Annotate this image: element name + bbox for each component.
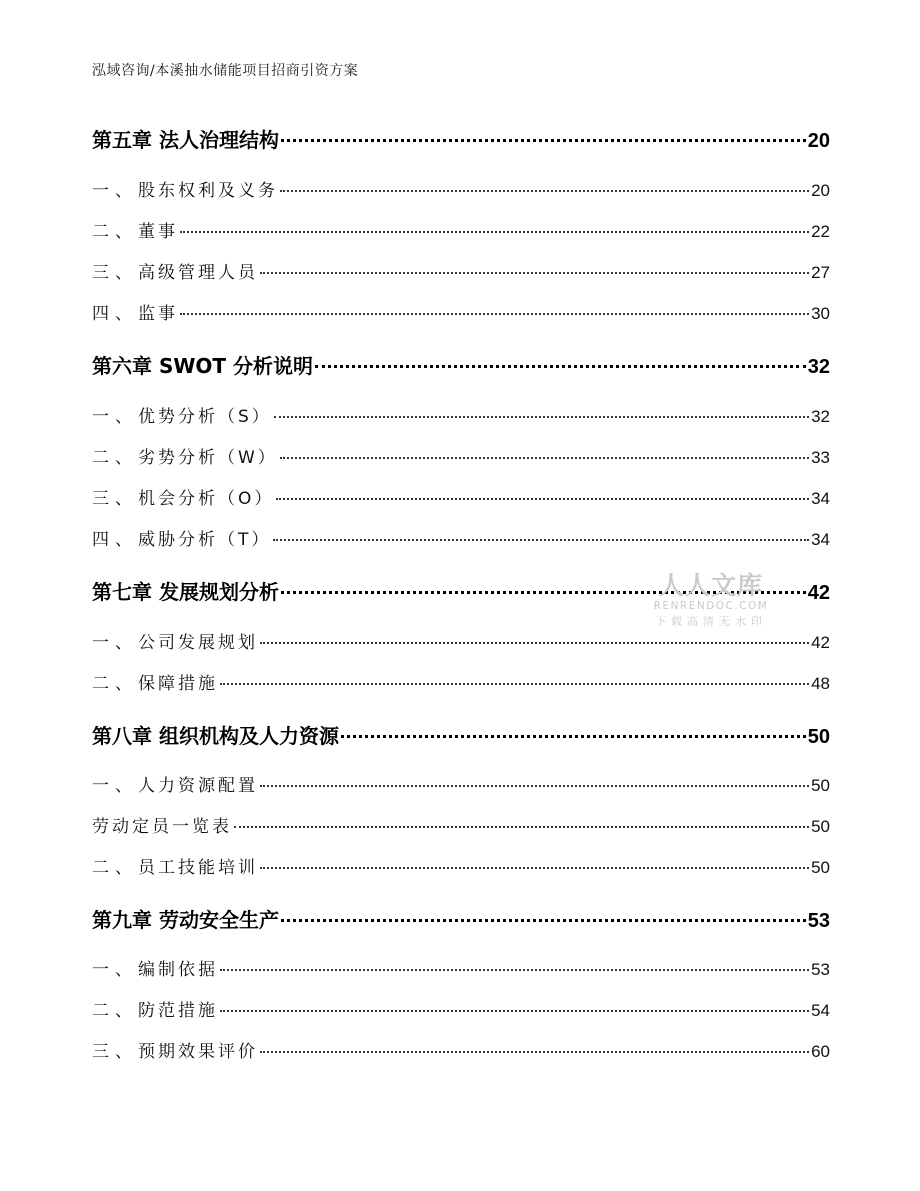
toc-section-entry[interactable] [92,484,830,509]
toc-section-entry[interactable] [92,1037,830,1062]
toc-entry-text: 股东权利及义务 [138,181,278,201]
toc-entry-number: 二、 [92,1001,138,1021]
toc-section-entry[interactable] [92,996,830,1021]
toc-chapter-entry[interactable] [92,904,830,933]
toc-section-entry[interactable] [92,217,830,242]
toc-page-number: 27 [811,263,830,282]
toc-leader-dots [220,1010,809,1012]
watermark [646,566,776,629]
toc-entry-label: 第六章 SWOT 分析说明 [92,354,314,378]
toc-leader-dots [341,735,806,738]
toc-entry-label [92,955,218,980]
toc-entry-number: 一、 [92,960,138,980]
toc-leader-dots [220,683,809,685]
toc-section-entry[interactable] [92,628,830,653]
toc-entry-number: 二、 [92,674,138,694]
toc-section-entry[interactable] [92,258,830,283]
toc-entry-label [92,853,258,878]
toc-page-number: 60 [811,1042,830,1061]
toc-entry-number: 一、 [92,181,138,201]
toc-chapter-entry[interactable] [92,124,830,153]
toc-leader-dots [281,919,806,922]
toc-page-number: 34 [811,530,830,549]
toc-entry-number: 三、 [92,263,138,283]
toc-entry-label: 第八章 组织机构及人力资源 [92,724,339,748]
toc-page-number: 50 [811,817,830,836]
toc-entry-label: 第九章 劳动安全生产 [92,908,279,932]
toc-leader-dots [180,313,809,315]
toc-entry-text: 董事 [138,222,178,242]
toc-page-number: 48 [811,674,830,693]
toc-entry-label [92,443,278,468]
toc-section-entry[interactable] [92,525,830,550]
toc-page-number: 30 [811,304,830,323]
toc-leader-dots [260,1051,809,1053]
toc-leader-dots [315,365,806,368]
toc-entry-text: 高级管理人员 [138,263,258,283]
toc-page-number: 32 [811,407,830,426]
toc-entry-label [92,176,278,201]
toc-section-entry[interactable] [92,402,830,427]
toc-entry-label [92,628,258,653]
toc-page-number: 32 [807,356,830,378]
toc-leader-dots [276,498,809,500]
toc-leader-dots [260,272,809,274]
toc-page-number: 42 [807,582,830,604]
toc-page-number: 54 [811,1001,830,1020]
toc-entry-label [92,258,258,283]
toc-section-entry[interactable] [92,443,830,468]
toc-entry-number: 三、 [92,1042,138,1062]
watermark-subtitle: 下载高清无水印 [655,615,767,628]
toc-entry-text: 劳动定员一览表 [92,817,232,837]
toc-leader-dots [280,457,809,459]
toc-entry-label [92,217,178,242]
toc-leader-dots [280,190,809,192]
toc-leader-dots [260,785,809,787]
toc-page-number: 20 [811,181,830,200]
toc-entry-label [92,402,272,427]
toc-entry-label: 第七章 发展规划分析 [92,580,279,604]
toc-entry-number: 四、 [92,304,138,324]
toc-entry-number: 一、 [92,633,138,653]
toc-section-entry[interactable] [92,669,830,694]
toc-section-entry[interactable] [92,771,830,796]
toc-leader-dots [260,867,809,869]
toc-entry-number: 三、 [92,489,138,509]
running-header: 泓域咨询/本溪抽水储能项目招商引资方案 [92,63,359,79]
toc-leader-dots [273,539,809,541]
toc-page-number: 22 [811,222,830,241]
toc-section-entry[interactable] [92,853,830,878]
toc-leader-dots [220,969,809,971]
toc-page-number: 42 [811,633,830,652]
toc-entry-number: 四、 [92,530,138,550]
toc-entry-text: 编制依据 [138,960,218,980]
toc-section-entry[interactable] [92,955,830,980]
toc-chapter-entry[interactable] [92,350,830,379]
toc-page-number: 20 [807,130,830,152]
toc-entry-text: 员工技能培训 [138,858,258,878]
toc-entry-text: 监事 [138,304,178,324]
toc-section-entry[interactable] [92,299,830,324]
toc-entry-label [92,484,274,509]
toc-page-number: 50 [807,726,830,748]
toc-entry-label [92,996,218,1021]
toc-leader-dots [274,416,809,418]
toc-entry-number: 一、 [92,407,138,427]
toc-entry-number: 一、 [92,776,138,796]
toc-page-number: 53 [811,960,830,979]
toc-entry-text: 保障措施 [138,674,218,694]
watermark-logo: 人人文库 [658,571,763,600]
toc-page-number: 50 [811,858,830,877]
toc-entry-text: 优势分析（S） [138,407,272,427]
toc-entry-number: 二、 [92,858,138,878]
toc-entry-label [92,669,218,694]
toc-entry-text: 机会分析（O） [138,489,275,509]
toc-entry-label: 第五章 法人治理结构 [92,128,279,152]
toc-chapter-entry[interactable] [92,720,830,749]
toc-entry-label [92,812,232,837]
toc-section-entry[interactable] [92,812,830,837]
watermark-url: RENRENDOC.COM [653,600,769,612]
toc-entry-text: 人力资源配置 [138,776,258,796]
toc-leader-dots [281,139,806,142]
toc-page-number: 50 [811,776,830,795]
toc-entry-text: 公司发展规划 [138,633,258,653]
toc-entry-label [92,771,258,796]
toc-page-number: 53 [807,910,830,932]
toc-entry-text: 劣势分析（W） [138,448,278,468]
toc-entry-label [92,525,271,550]
toc-entry-number: 二、 [92,448,138,468]
toc-page-number: 34 [811,489,830,508]
toc-entry-text: 预期效果评价 [138,1042,258,1062]
toc-leader-dots [180,231,809,233]
toc-entry-text: 威胁分析（T） [138,530,272,550]
toc-page-number: 33 [811,448,830,467]
toc-entry-label [92,299,178,324]
toc-leader-dots [260,642,809,644]
toc-entry-label [92,1037,258,1062]
toc-section-entry[interactable] [92,176,830,201]
toc-entry-number: 二、 [92,222,138,242]
toc-leader-dots [234,826,809,828]
toc-entry-text: 防范措施 [138,1001,218,1021]
